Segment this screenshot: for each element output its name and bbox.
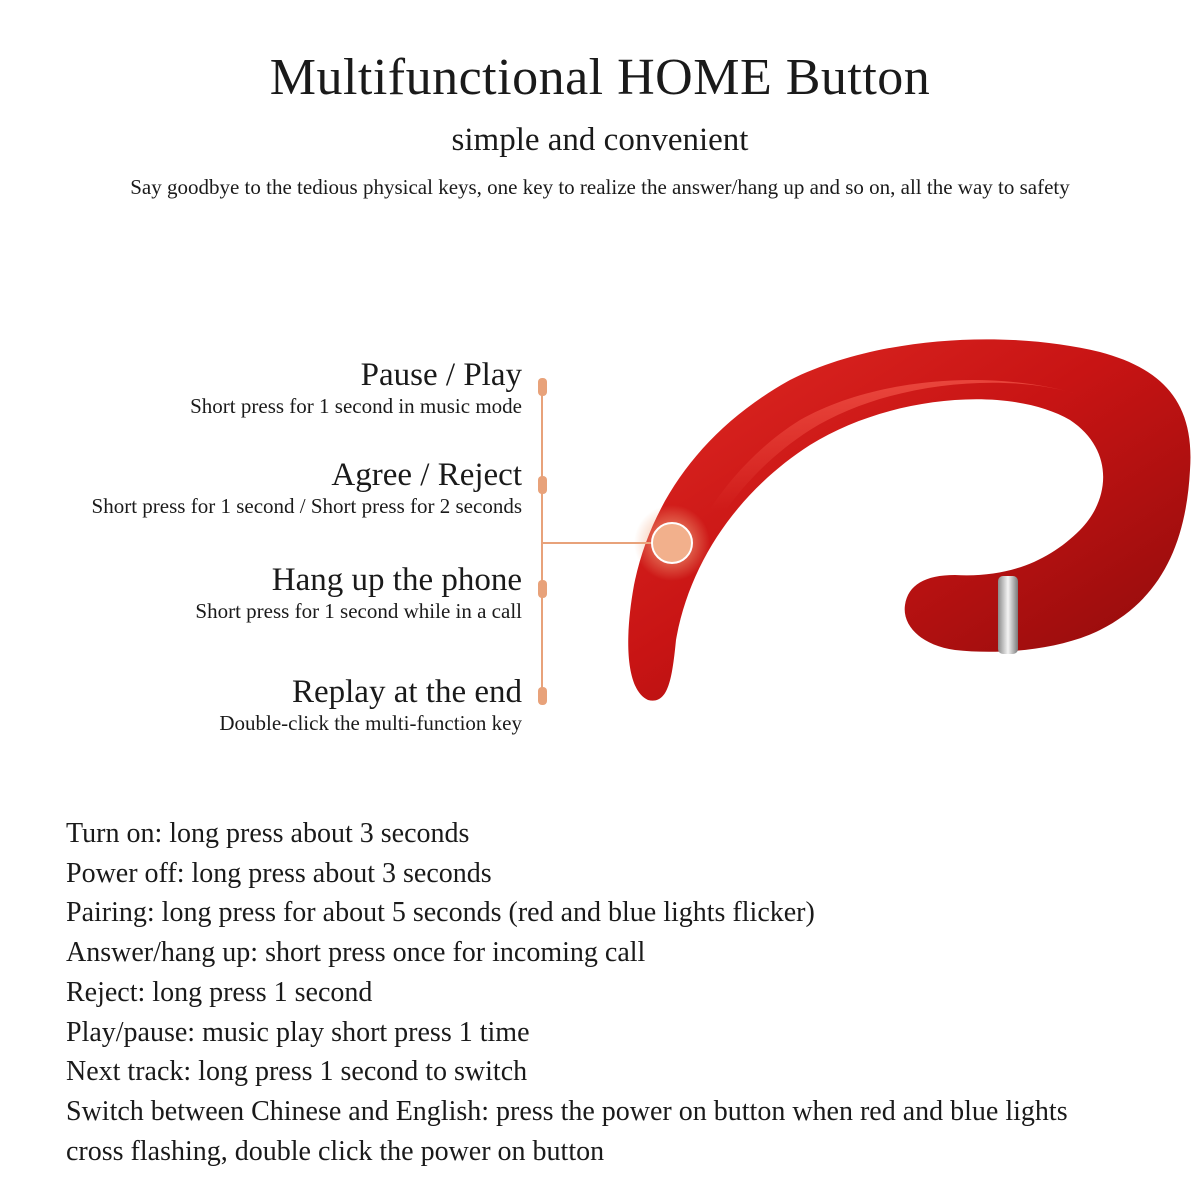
page-tagline: Say goodbye to the tedious physical keys, one key to realize the answer/hang up and so on, all the way to safety xyxy=(130,175,1070,199)
home-button-highlight-icon xyxy=(634,505,710,581)
instruction-list xyxy=(66,814,1166,1171)
page-subtitle: simple and convenient xyxy=(451,122,749,158)
earpiece-silver-ring xyxy=(998,576,1018,654)
instruction-item: Reject: long press 1 second xyxy=(66,976,373,1008)
instruction-item: Turn on: long press about 3 seconds xyxy=(66,818,470,849)
function-description: Short press for 1 second while in a call xyxy=(195,599,522,623)
function-callout-agree-reject xyxy=(92,456,522,518)
function-callout-pause-play xyxy=(190,356,522,418)
function-title: Hang up the phone xyxy=(271,562,522,598)
instruction-item: Pairing: long press for about 5 seconds (red and blue lights flicker) xyxy=(66,897,815,929)
instruction-item: Play/pause: music play short press 1 time xyxy=(66,1016,530,1048)
instruction-item: Switch between Chinese and English: press the power on button when red and blue lights xyxy=(66,1095,1068,1127)
function-title: Replay at the end xyxy=(291,674,522,710)
function-description: Short press for 1 second / Short press for 2 seconds xyxy=(91,494,522,518)
instruction-item: Power off: long press about 3 seconds xyxy=(66,857,492,889)
function-callout-hang-up xyxy=(195,561,522,623)
function-description: Double-click the multi-function key xyxy=(219,711,522,735)
function-callout-replay xyxy=(219,673,522,735)
instruction-item: Answer/hang up: short press once for incoming call xyxy=(66,937,646,969)
function-title: Agree / Reject xyxy=(331,457,522,493)
instruction-item: Next track: long press 1 second to switch xyxy=(66,1056,528,1088)
page-title: Multifunctional HOME Button xyxy=(269,49,931,106)
instruction-item: cross flashing, double click the power on button xyxy=(66,1135,605,1167)
function-description: Short press for 1 second in music mode xyxy=(190,394,522,418)
function-title: Pause / Play xyxy=(360,357,522,393)
